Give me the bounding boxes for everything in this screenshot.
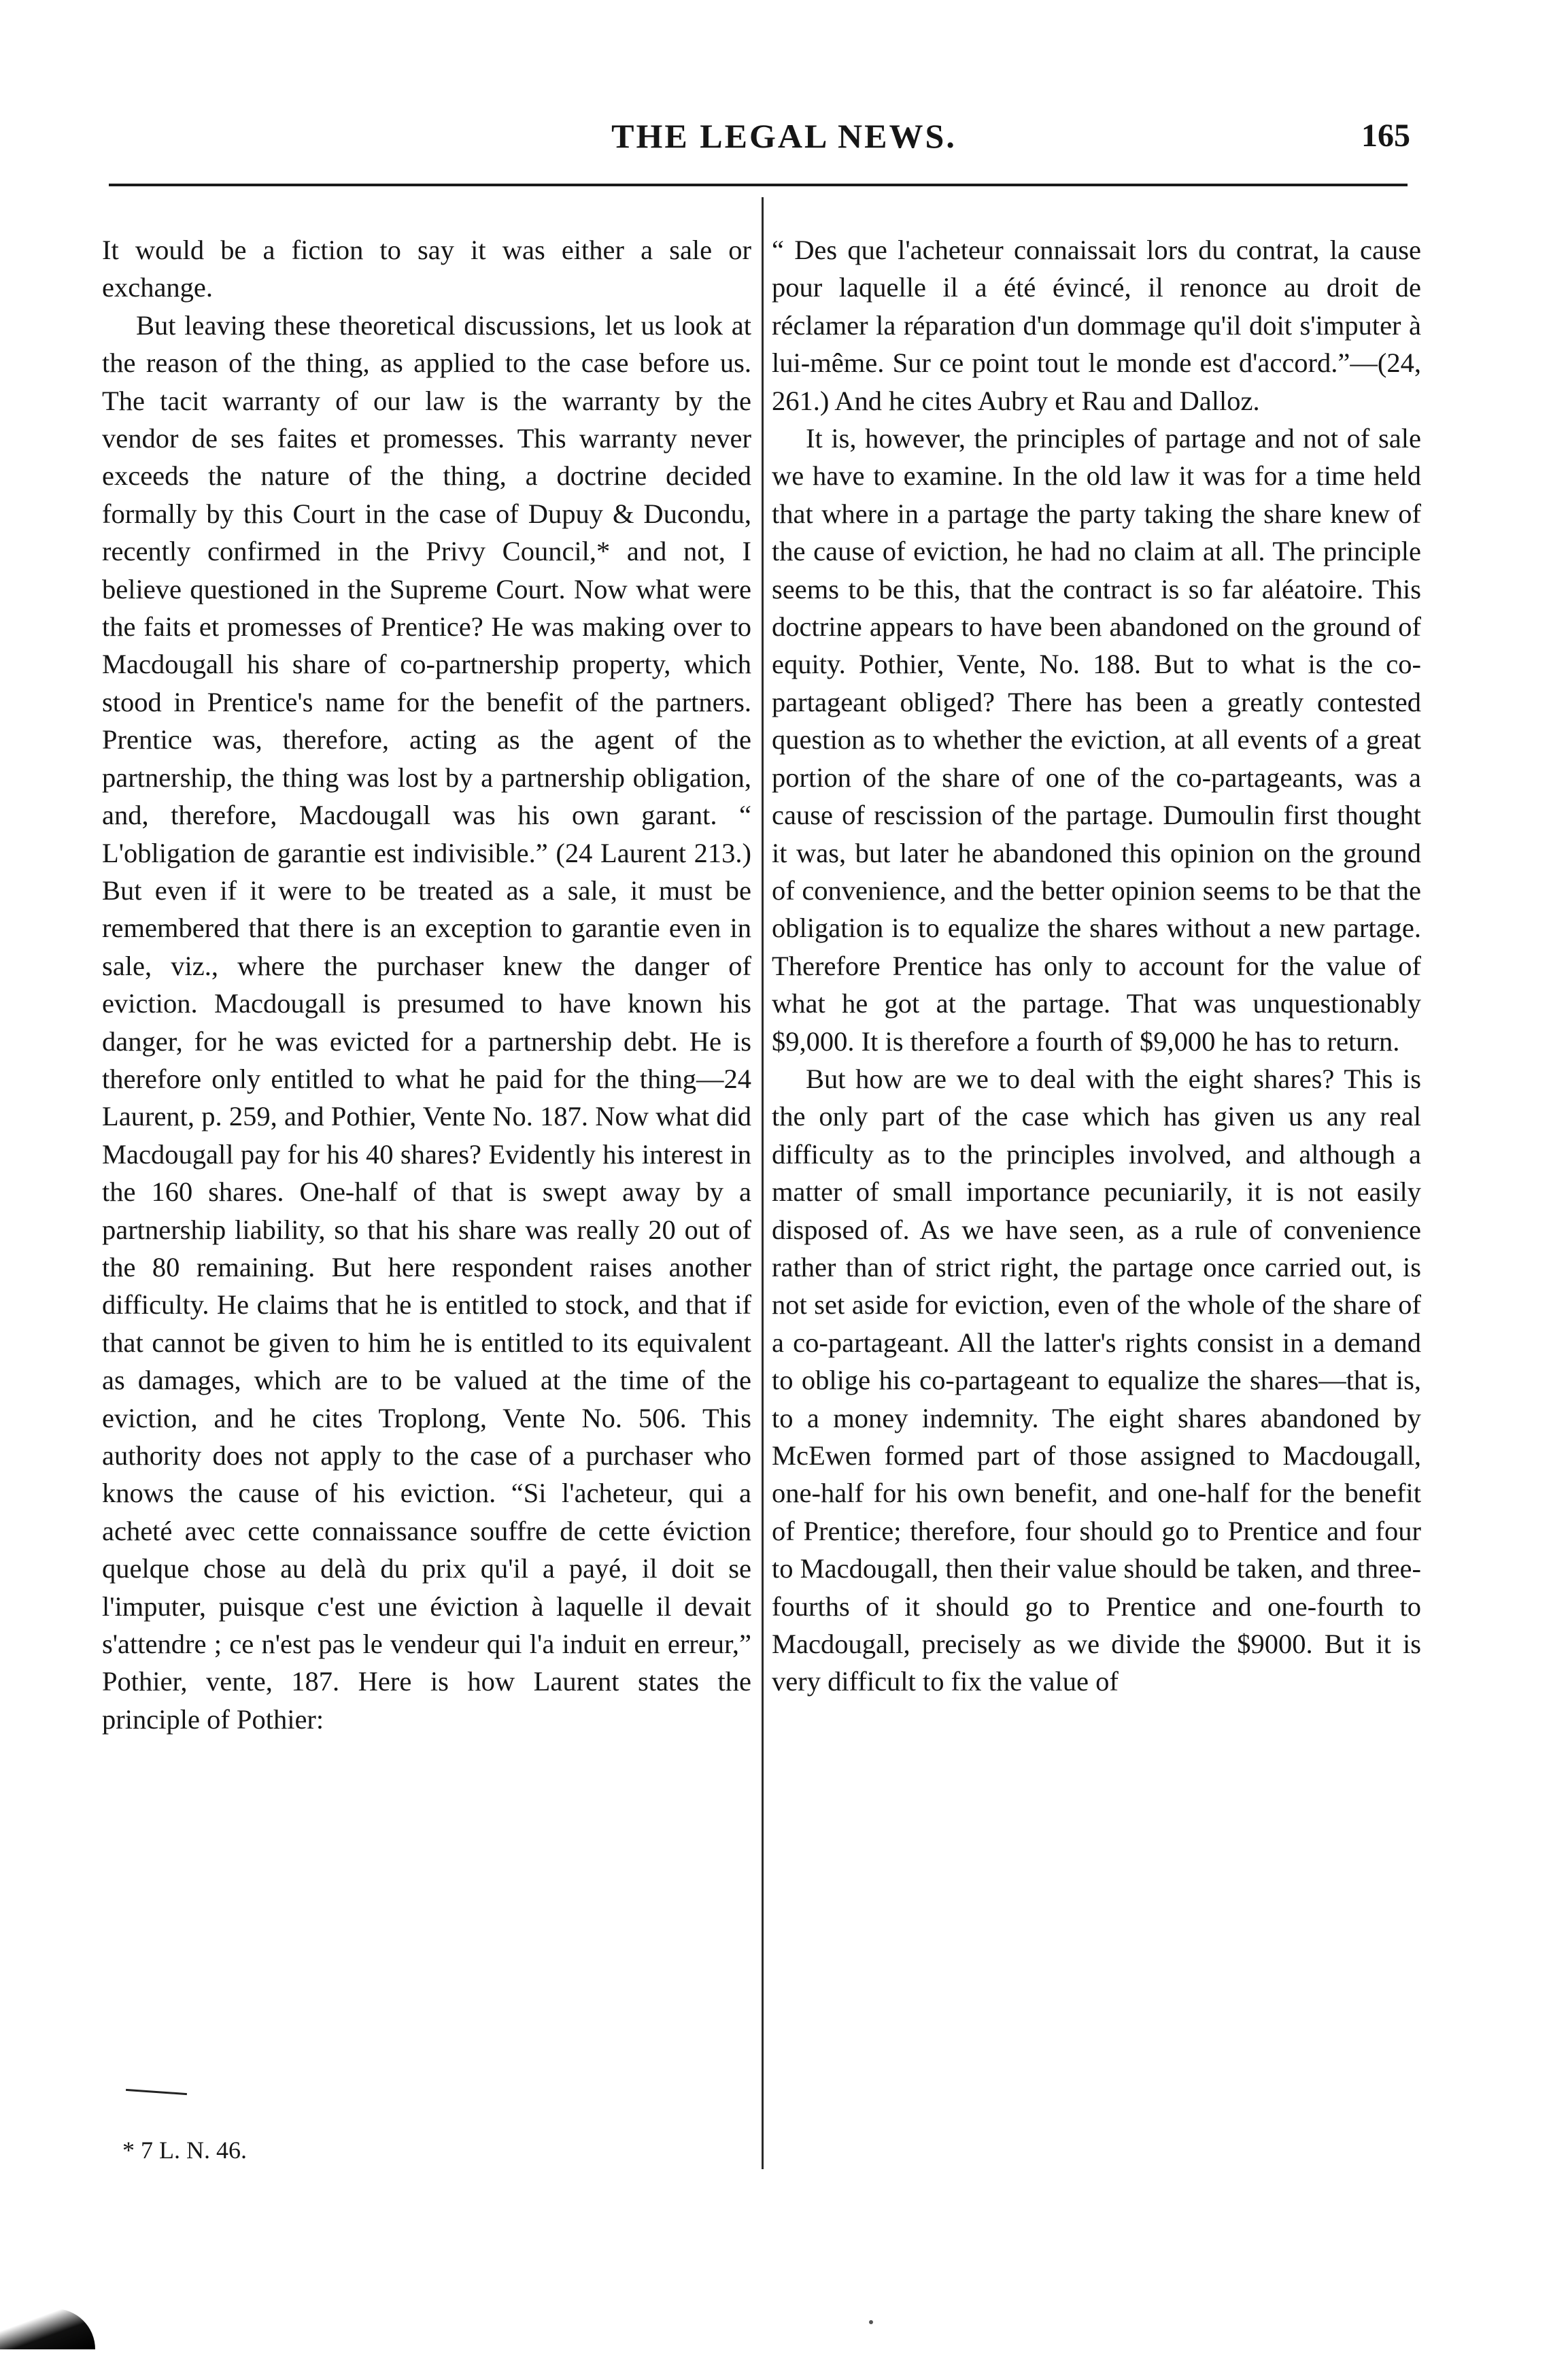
right-column: [772, 231, 1421, 1701]
footnote-rule: [126, 2089, 187, 2095]
journal-title: THE LEGAL NEWS.: [611, 117, 957, 155]
footnote: * 7 L. N. 46.: [122, 2137, 247, 2164]
running-header: [0, 116, 1568, 177]
paragraph: But how are we to deal with the eight shares? This is the only part of the case which has given us any real difficulty as to the principles involved, and although a matter of small importance pecuniarily, it is not easily disposed of. As we have seen, as a rule of convenience rather than of strict right, the partage once carried out, is not set aside for eviction, even of the whole of the share of a co-partageant. All the latter's rights consist in a demand to oblige his co-partageant to equalize the shares—that is, to a money indemnity. The eight shares abandoned by McEwen formed part of those assigned to Macdougall, one-half for his own benefit, and one-half for the benefit of Prentice; therefore, four should go to Prentice and four to Macdougall, then their value should be taken, and three-fourths of it should go to Prentice and one-fourth to Macdougall, precisely as we divide the $9000. But it is very difficult to fix the value of: [772, 1063, 1421, 1697]
ink-speck: [869, 2320, 873, 2324]
left-column: [102, 231, 751, 1738]
paragraph: “ Des que l'acheteur connaissait lors du contrat, la cause pour laquelle il a été évincé, il renonce au droit de réclamer la réparation d'un dommage qu'il doit s'imputer à lui-même. Sur ce point tout le monde est d'accord.”—(24, 261.) And he cites Aubry et Rau and Dalloz.: [772, 235, 1421, 416]
page-number: 165: [1361, 118, 1410, 154]
paragraph: It is, however, the principles of partage and not of sale we have to examine. In the old law it was for a time held that where in a partage the party taking the share knew of the cause of eviction, he had no claim at all. The principle seems to be this, that the contract is so far aléatoire. This doctrine appears to have been abandoned on the ground of equity. Pothier, Vente, No. 188. But to what is the co-partageant obliged? There has been a greatly contested question as to whether the eviction, at all events of a great portion of the share of one of the co-partageants, was a cause of rescission of the partage. Dumoulin first thought it was, but later he abandoned this opinion on the ground of convenience, and the better opinion seems to be that the obligation is to equalize the shares without a new partage. Therefore Prentice has only to account for the value of what he got at the partage. That was unquestionably $9,000. It is therefore a fourth of $9,000 he has to return.: [772, 423, 1421, 1057]
paragraph: But leaving these theoretical discussions, let us look at the reason of the thing, as applied to the case before us. The tacit warranty of our law is the warranty by the vendor de ses faites et promesses. This warranty never exceeds the nature of the thing, a doctrine decided formally by this Court in the case of Dupuy & Ducondu, recently confirmed in the Privy Council,* and not, I believe questioned in the Supreme Court. Now what were the faits et promesses of Prentice? He was making over to Macdougall his share of co-partnership property, which stood in Prentice's name for the benefit of the partners. Prentice was, therefore, acting as the agent of the partnership, the thing was lost by a partnership obligation, and, therefore, Macdougall was his own garant. “ L'obligation de garantie est indivisible.” (24 Laurent 213.) But even if it were to be treated as a sale, it must be remembered that there is an exception to garantie even in sale, viz., where the purchaser knew the danger of eviction. Macdougall is presumed to have known his danger, for he was evicted for a partnership debt. He is therefore only entitled to what he paid for the thing—24 Laurent, p. 259, and Pothier, Vente No. 187. Now what did Macdougall pay for his 40 shares? Evidently his interest in the 160 shares. One-half of that is swept away by a partnership liability, so that his share was really 20 out of the 80 remaining. But here respondent raises another difficulty. He claims that he is entitled to stock, and that if that cannot be given to him he is entitled to its equivalent as damages, which are to be valued at the time of the eviction, and he cites Troplong, Vente No. 506. This authority does not apply to the case of a purchaser who knows the cause of his eviction. “Si l'acheteur, qui a acheté avec cette connaissance souffre de cette éviction quelque chose au delà du prix qu'il a payé, il doit se l'imputer, puisque c'est une éviction à laquelle il devait s'attendre ; ce n'est pas le vendeur qui l'a induit en erreur,” Pothier, vente, 187. Here is how Laurent states the principle of Pothier:: [102, 309, 751, 1735]
header-rule: [109, 184, 1408, 186]
paragraph: It would be a fiction to say it was either a sale or exchange.: [102, 235, 751, 303]
page-corner-smudge: [0, 2309, 95, 2349]
column-divider: [762, 197, 764, 2169]
